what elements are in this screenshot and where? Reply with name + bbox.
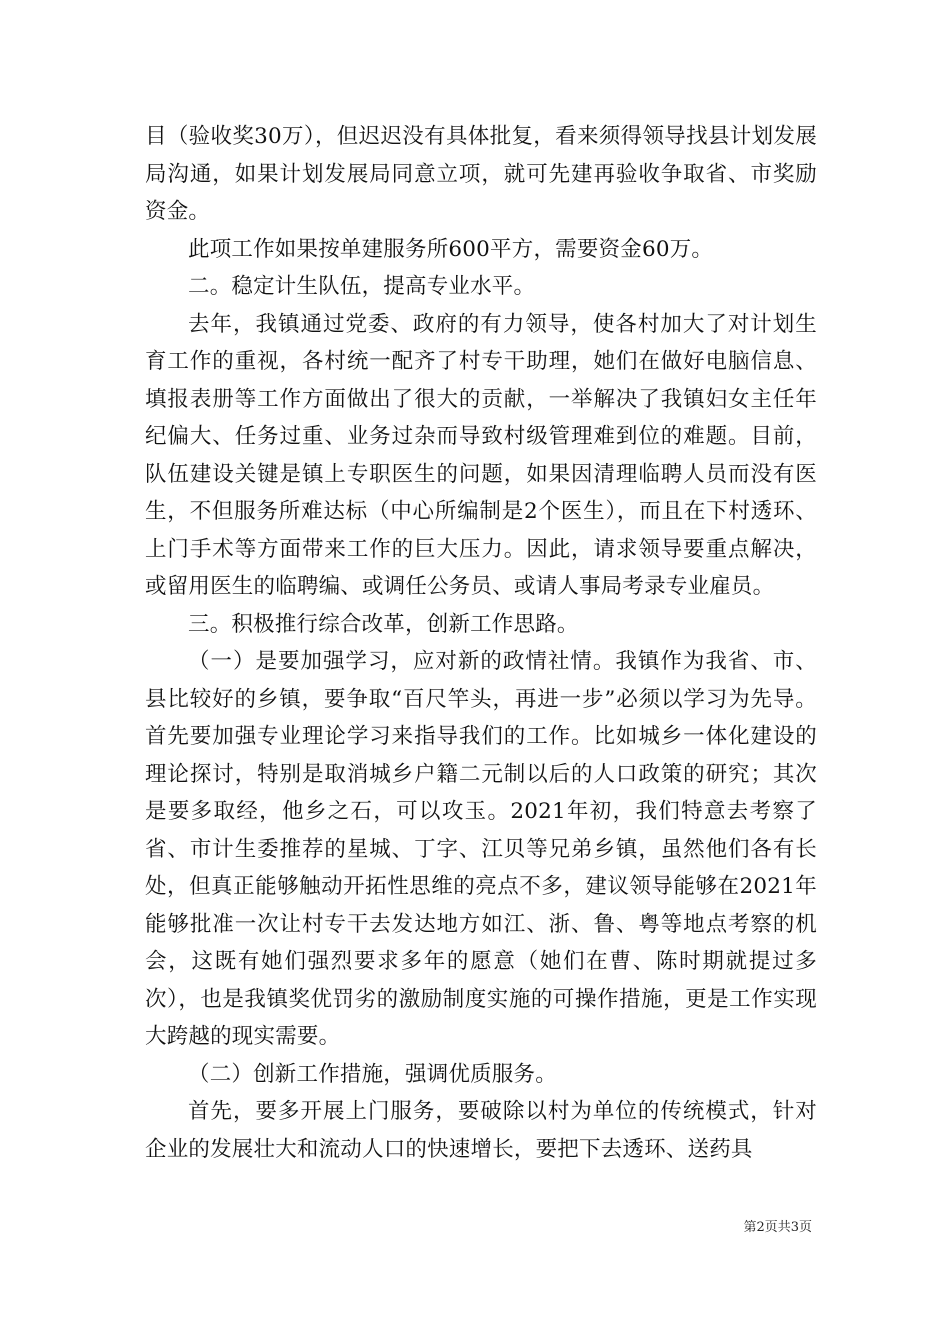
paragraph-study: （一）是要加强学习，应对新的政情社情。我镇作为我省、市、县比较好的乡镇，要争取“百尺竿头，再进一步”必须以学习为先导。首先要加强专业理论学习来指导我们的工作。比如城乡一体化建设的理论探讨，特别是取消城乡户籍二元制以后的人口政策的研究；其次是要多取经，他乡之石，可以攻玉。2021年初，我们特意去考察了省、市计生委推荐的星城、丁字、江贝等兄弟乡镇，虽然他们各有长处，但真正能够触动开拓性思维的亮点不多，建议领导能够在2021年能够批准一次让村专干去发达地方如江、浙、鲁、粤等地点考察的机会，这既有她们强烈要求多年的愿意（她们在曹、陈时期就提过多次），也是我镇奖优罚劣的激励制度实施的可操作措施，更是工作实现大跨越的现实需要。 (145, 649, 817, 1049)
document-body (145, 118, 817, 1168)
paragraph-funding: 此项工作如果按单建服务所600平方，需要资金60万。 (188, 236, 714, 262)
paragraph-door-service: 首先，要多开展上门服务，要破除以村为单位的传统模式，针对企业的发展壮大和流动人口的快速增长，要把下去透环、送药具 (145, 1099, 817, 1162)
page-number: 第2页共3页 (743, 1220, 812, 1235)
paragraph-team-building: 去年，我镇通过党委、政府的有力领导，使各村加大了对计划生育工作的重视，各村统一配齐了村专干助理，她们在做好电脑信息、填报表册等工作方面做出了很大的贡献，一举解决了我镇妇女主任年纪偏大、任务过重、业务过杂而导致村级管理难到位的难题。目前，队伍建设关键是镇上专职医生的问题，如果因清理临聘人员而没有医生，不但服务所难达标（中心所编制是2个医生），而且在下村透环、上门手术等方面带来工作的巨大压力。因此，请求领导要重点解决，或留用医生的临聘编、或调任公务员、或请人事局考录专业雇员。 (145, 311, 817, 599)
subsection-heading-2: （二）创新工作措施，强调优质服务。 (188, 1061, 557, 1087)
section-heading-3: 三。积极推行综合改革，创新工作思路。 (188, 611, 579, 637)
section-heading-2: 二。稳定计生队伍，提高专业水平。 (188, 274, 536, 299)
paragraph-continuation: 目（验收奖30万），但迟迟没有具体批复，看来须得领导找县计划发展局沟通，如果计划发展局同意立项，就可先建再验收争取省、市奖励资金。 (145, 124, 817, 224)
